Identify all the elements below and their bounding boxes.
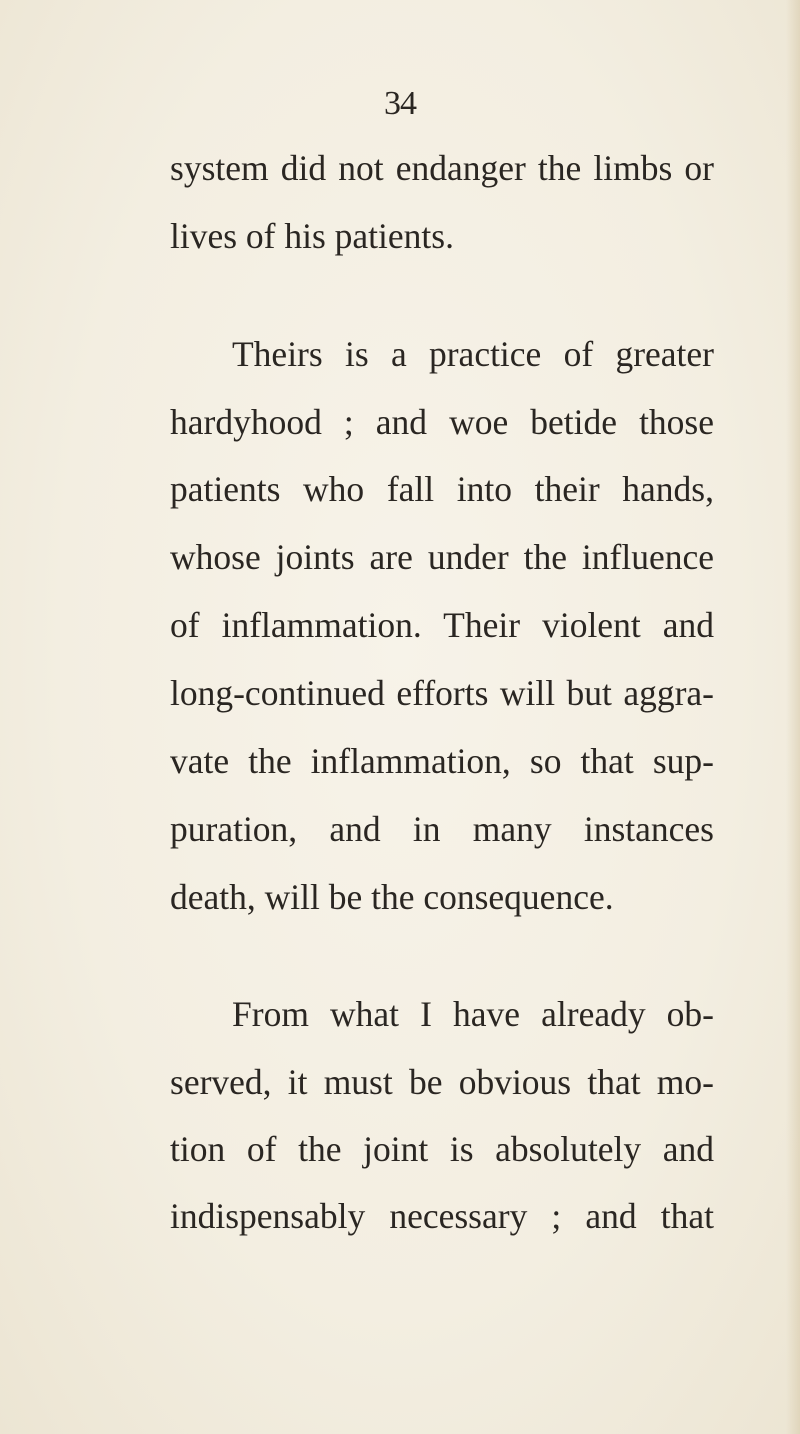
- text-line: of inflammation. Their violent and: [170, 605, 714, 645]
- text-line: death, will be the consequence.: [170, 877, 614, 917]
- page-edge-shadow: [786, 0, 800, 1434]
- text-line: lives of his patients.: [170, 216, 454, 256]
- text-line: Theirs is a practice of greater: [232, 334, 714, 374]
- text-line: long-continued efforts will but aggra-: [170, 673, 714, 713]
- text-line: tion of the joint is absolutely and: [170, 1129, 714, 1169]
- text-line: patients who fall into their hands,: [170, 469, 714, 509]
- text-line: vate the inflammation, so that sup-: [170, 741, 714, 781]
- text-line: From what I have already ob-: [232, 994, 714, 1034]
- text-line: hardyhood ; and woe betide those: [170, 402, 714, 442]
- text-line: puration, and in many instances: [170, 809, 714, 849]
- text-line: system did not endanger the limbs or: [170, 148, 714, 188]
- text-line: indispensably necessary ; and that: [170, 1196, 714, 1236]
- text-line: whose joints are under the influence: [170, 537, 714, 577]
- page-number: 34: [384, 85, 416, 122]
- text-line: served, it must be obvious that mo-: [170, 1062, 714, 1102]
